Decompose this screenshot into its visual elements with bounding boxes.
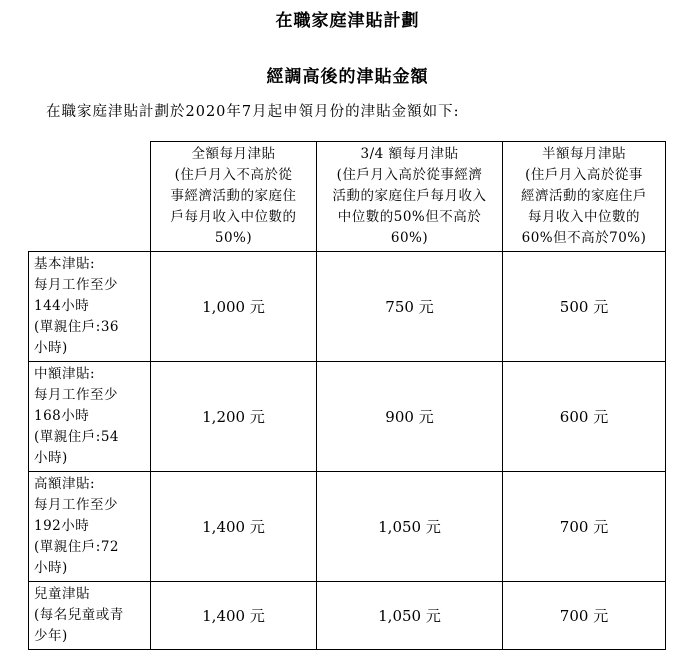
- column-name: 半額每月津貼: [542, 146, 626, 162]
- amount-cell: 1,400 元: [151, 582, 317, 650]
- column-name: 3/4 額每月津貼: [360, 146, 459, 162]
- document-subtitle: 經調高後的津貼金額: [266, 67, 429, 87]
- row-label-line: 兒童津貼: [34, 586, 90, 602]
- column-header-three-quarter: [317, 142, 503, 252]
- table-row-basic: [29, 252, 666, 362]
- row-header-higher: [29, 472, 151, 582]
- column-desc-line: (住戶月入高於從事經濟: [336, 167, 483, 183]
- column-desc-line: 60%但不高於70%): [521, 230, 647, 246]
- amount-cell: 1,400 元: [151, 472, 317, 582]
- row-label-line: 每月工作至少: [34, 497, 118, 513]
- row-label-line: 中額津貼:: [34, 366, 96, 382]
- row-label-line: (單親住戶:54: [34, 429, 119, 445]
- row-label-line: 192小時: [34, 518, 90, 534]
- column-desc-line: 活動的家庭住戶每月收入: [332, 188, 487, 204]
- row-label-line: (單親住戶:36: [34, 319, 119, 335]
- row-label-line: (每名兒童或青: [34, 607, 124, 623]
- row-label-line: 小時): [34, 450, 68, 466]
- row-header-basic: [29, 252, 151, 362]
- row-label-line: 小時): [34, 340, 68, 356]
- amount-cell: 500 元: [503, 252, 666, 362]
- table-header-row: [29, 142, 666, 252]
- row-label-line: 小時): [34, 560, 68, 576]
- amount-cell: 700 元: [503, 582, 666, 650]
- column-desc-line: 事經濟活動的家庭住: [170, 188, 297, 204]
- amount-cell: 1,050 元: [317, 582, 503, 650]
- column-header-half: [503, 142, 666, 252]
- amount-cell: 900 元: [317, 362, 503, 472]
- row-label-line: 基本津貼:: [34, 256, 96, 272]
- amount-cell: 750 元: [317, 252, 503, 362]
- amount-cell: 600 元: [503, 362, 666, 472]
- table-corner-cell: [29, 142, 151, 252]
- column-desc-line: (住戶月入高於從事: [525, 167, 643, 183]
- row-label-line: (單親住戶:72: [34, 539, 119, 555]
- row-label-line: 每月工作至少: [34, 387, 118, 403]
- document-title: 在職家庭津貼計劃: [275, 11, 420, 31]
- table-row-higher: [29, 472, 666, 582]
- row-header-medium: [29, 362, 151, 472]
- column-desc-line: 戶每月收入中位數的: [170, 209, 297, 225]
- column-desc-line: 每月收入中位數的: [528, 209, 640, 225]
- row-label-line: 144小時: [34, 298, 90, 314]
- column-desc-line: 經濟活動的家庭住戶: [521, 188, 647, 204]
- column-desc-line: 中位數的50%但不高於: [337, 209, 482, 225]
- amount-cell: 1,000 元: [151, 252, 317, 362]
- table-row-medium: [29, 362, 666, 472]
- table-row-child: [29, 582, 666, 650]
- column-desc-line: 50%): [214, 230, 253, 246]
- column-desc-line: (住戶月入不高於從: [174, 167, 293, 183]
- row-label-line: 每月工作至少: [34, 277, 118, 293]
- amount-cell: 700 元: [503, 472, 666, 582]
- intro-text: 在職家庭津貼計劃於2020年7月起申領月份的津貼金額如下:: [46, 104, 460, 120]
- amount-cell: 1,200 元: [151, 362, 317, 472]
- row-label-line: 少年): [34, 628, 68, 644]
- amount-cell: 1,050 元: [317, 472, 503, 582]
- column-name: 全額每月津貼: [191, 146, 276, 162]
- row-label-line: 高額津貼:: [34, 476, 96, 492]
- column-desc-line: 60%): [390, 230, 429, 246]
- row-label-line: 168小時: [34, 408, 90, 424]
- allowance-table: [28, 141, 666, 650]
- column-header-full: [151, 142, 317, 252]
- row-header-child: [29, 582, 151, 650]
